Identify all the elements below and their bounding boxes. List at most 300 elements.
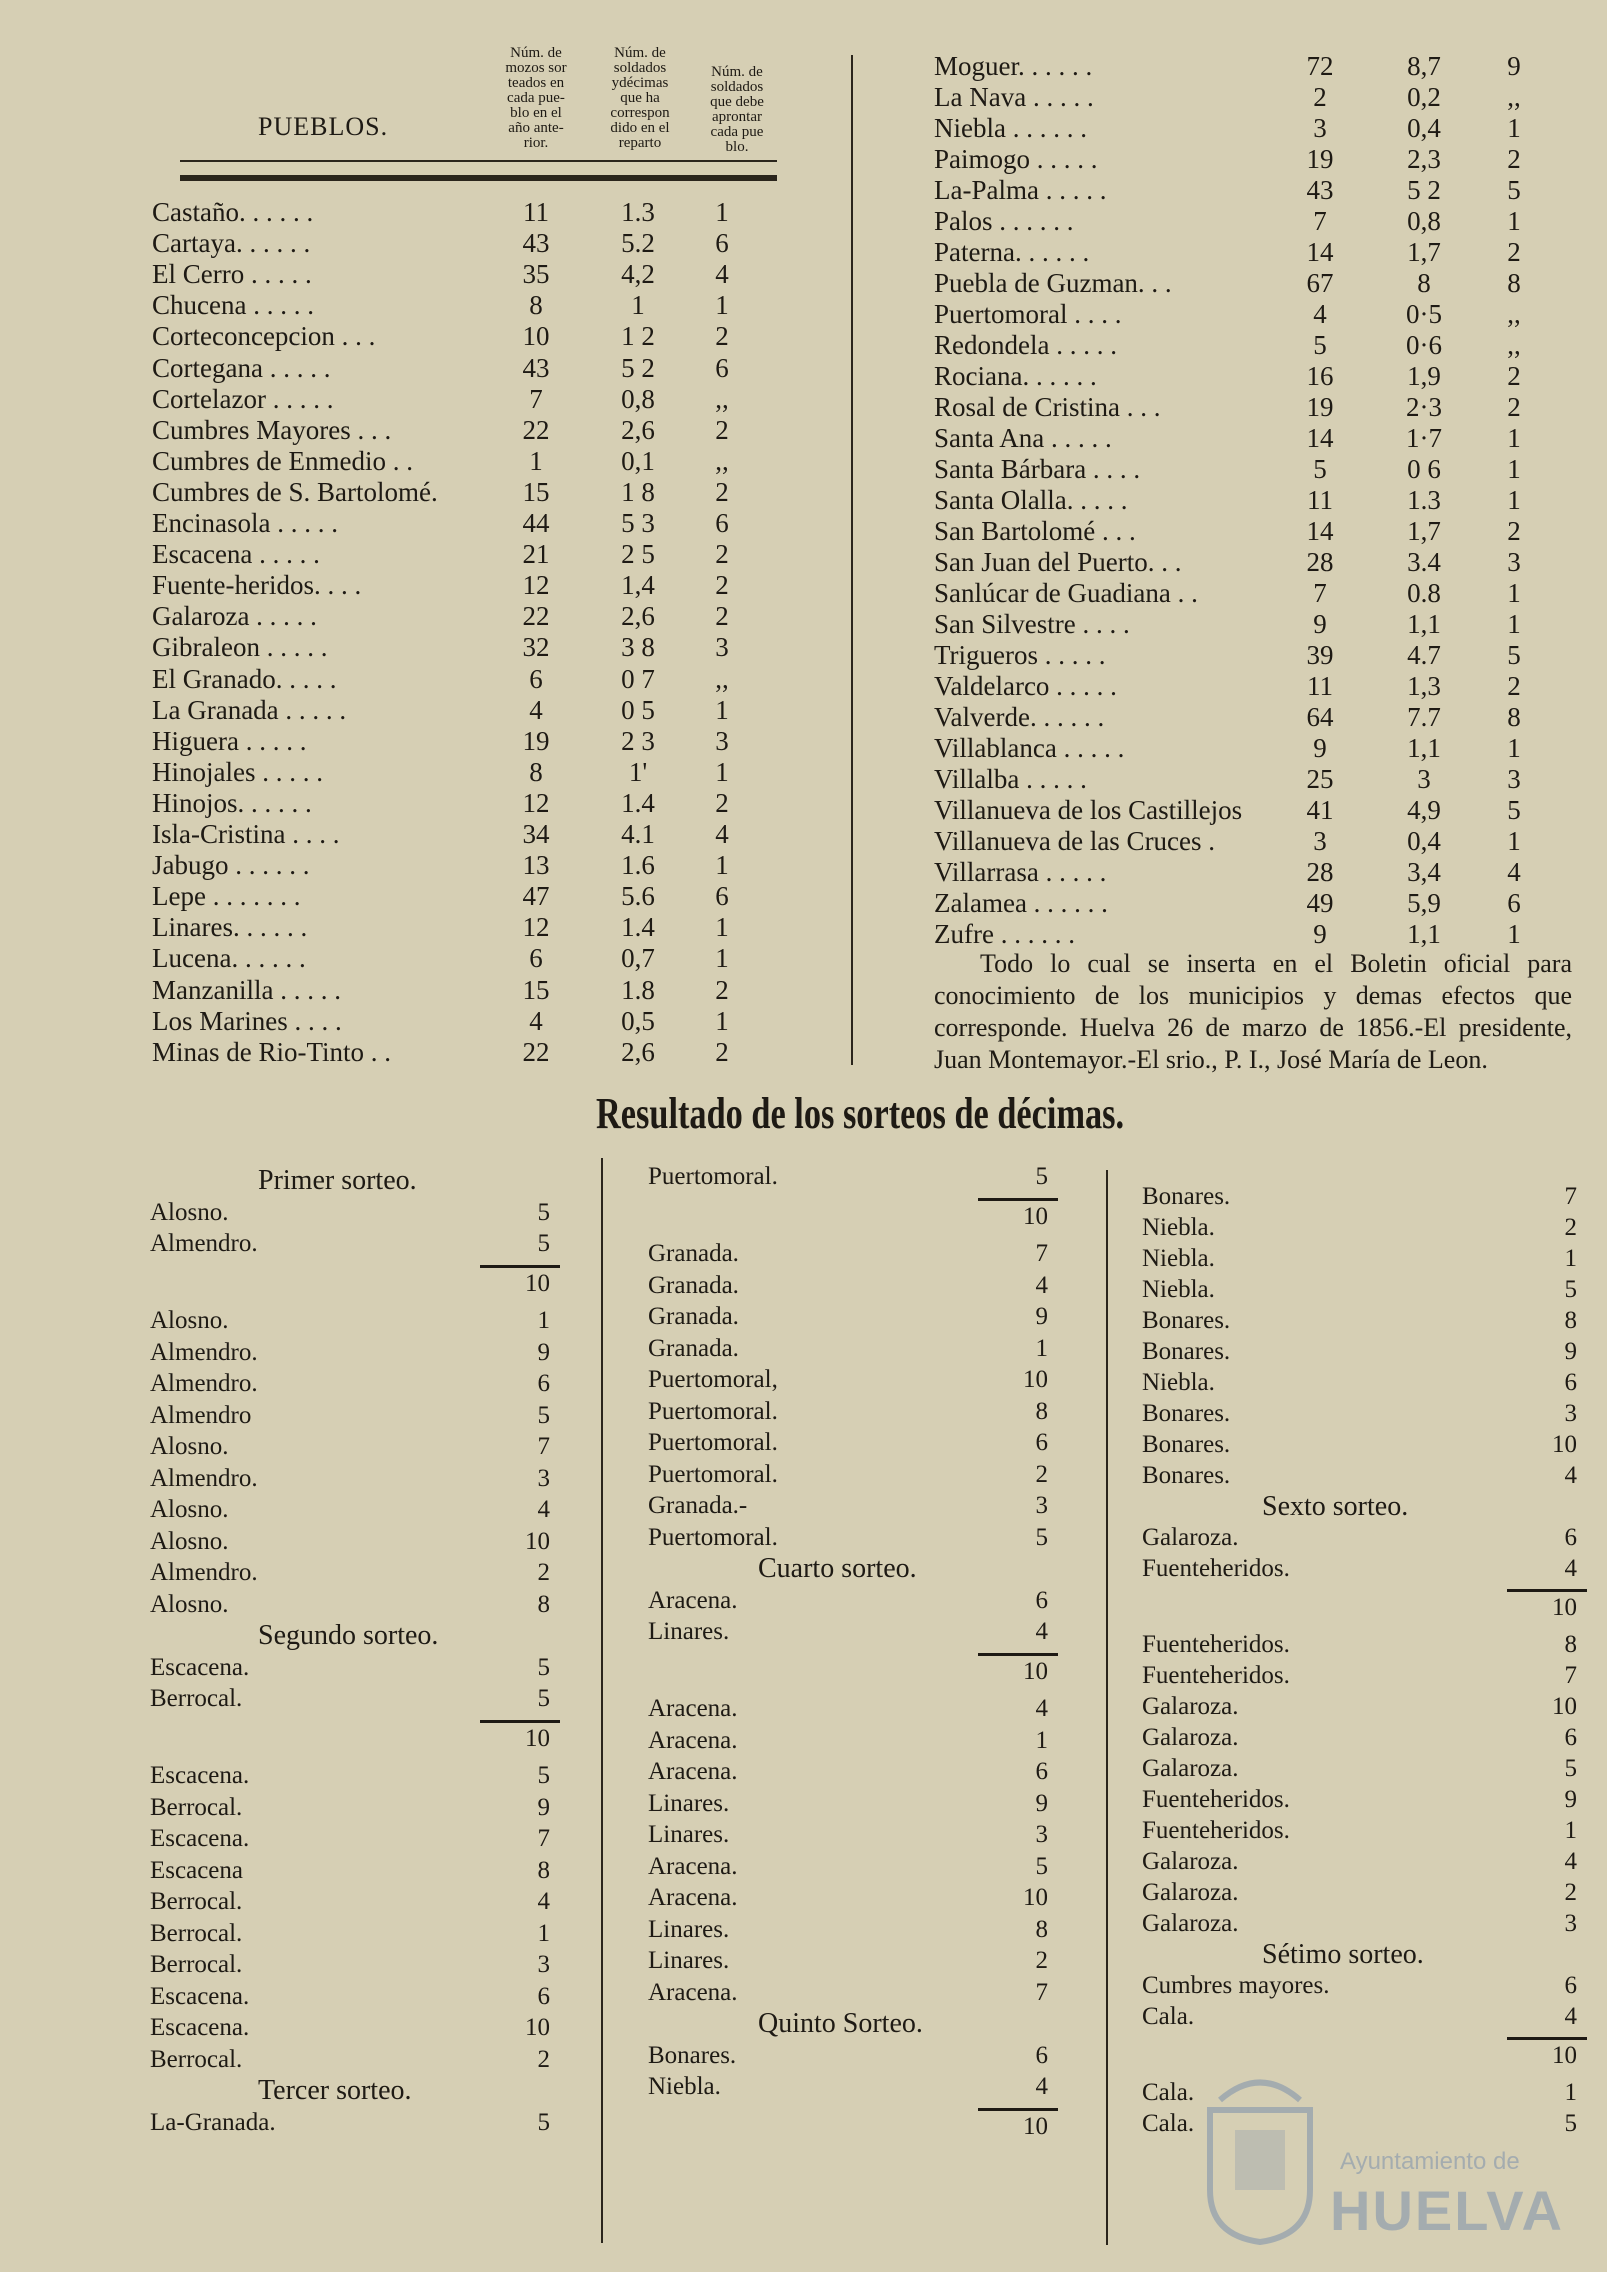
draw-town: Galaroza.	[1142, 1724, 1239, 1751]
table-row	[934, 577, 1554, 609]
soldados-aprontar: 4	[715, 819, 729, 849]
mozos-sorteados: 1	[529, 445, 543, 476]
soldados-decimas: 7.7	[1407, 702, 1441, 732]
soldados-decimas: 4.7	[1407, 640, 1441, 670]
soldados-decimas: 1'	[628, 756, 648, 787]
mozos-sorteados: 9	[1313, 733, 1327, 763]
draw-row	[1142, 1878, 1577, 1908]
draw-town: Linares.	[648, 1947, 730, 1974]
soldados-aprontar: 1	[1507, 423, 1521, 453]
soldados-aprontar: 3	[715, 725, 729, 756]
soldados-decimas: 1.3	[621, 197, 655, 227]
pueblo-name: Encinasola . . . . .	[152, 508, 338, 538]
draw-number: 4	[1035, 1271, 1048, 1299]
pueblos-header: PUEBLOS.	[258, 112, 389, 141]
sum-row	[150, 1269, 560, 1299]
soldados-decimas: 5.2	[621, 228, 655, 259]
pueblo-name: Chucena . . . . .	[152, 290, 314, 321]
draw-town: Galaroza.	[1142, 1524, 1239, 1551]
sum-row	[648, 1657, 1058, 1687]
lower-divider-1	[601, 1158, 603, 2243]
draw-town: Granada.	[648, 1303, 739, 1330]
draw-number: 4	[1035, 1618, 1048, 1645]
draw-town: Alosno.	[150, 1527, 229, 1555]
pueblo-name: Cumbres Mayores . . .	[152, 414, 392, 445]
pueblo-name: Manzanilla . . . . .	[152, 974, 341, 1005]
mozos-sorteados: 28	[1306, 857, 1334, 887]
draw-row	[150, 1950, 560, 1980]
mozos-sorteados: 4	[529, 694, 543, 725]
soldados-decimas: 1.4	[621, 787, 655, 818]
draw-town: Berrocal.	[150, 1888, 243, 1915]
soldados-aprontar: 6	[715, 508, 729, 538]
soldados-decimas: 1,3	[1407, 671, 1441, 701]
draw-row	[1142, 1723, 1577, 1753]
draw-town: Fuenteheridos.	[1142, 1631, 1290, 1658]
sum-rule	[978, 1198, 1058, 1201]
soldados-aprontar: 2	[1507, 671, 1521, 701]
soldados-decimas: 8,7	[1407, 51, 1441, 81]
table-row	[152, 818, 792, 850]
draw-row	[1142, 1785, 1577, 1815]
soldados-aprontar: 2	[715, 601, 729, 632]
draw-row	[150, 1982, 560, 2012]
soldados-aprontar: 3	[715, 632, 729, 663]
draw-town: Escacena.	[150, 1982, 250, 2010]
soldados-aprontar: 6	[715, 352, 729, 383]
draw-number: 5	[537, 1653, 550, 1681]
soldados-aprontar: 8	[1507, 268, 1521, 298]
draw-row	[648, 1726, 1058, 1756]
draw-town: Bonares.	[1142, 1462, 1231, 1489]
draw-row	[648, 1397, 1058, 1427]
pueblo-name: Cortelazor . . . . .	[152, 383, 334, 414]
pueblo-name: Hinojos. . . . . .	[152, 787, 312, 818]
soldados-decimas: 8	[1417, 268, 1431, 298]
draw-row	[150, 1432, 560, 1462]
table-row	[152, 383, 792, 415]
header-line: cada pue	[710, 124, 764, 140]
draw-number: 3	[1564, 1400, 1577, 1427]
pueblo-name: Higuera . . . . .	[152, 725, 307, 756]
mozos-sorteados: 22	[522, 1036, 550, 1067]
draw-row	[648, 2072, 1058, 2102]
draw-row	[150, 1856, 560, 1886]
table-row	[934, 267, 1554, 299]
table-row	[934, 670, 1554, 702]
draw-town: Escacena.	[150, 1762, 250, 1789]
sorteo-heading: Sétimo sorteo.	[1262, 1939, 1424, 1970]
header-mozos-sorteados	[488, 46, 584, 151]
soldados-aprontar: 1	[1507, 826, 1521, 856]
mozos-sorteados: 15	[522, 476, 550, 507]
draw-number: 1	[1564, 1245, 1577, 1272]
pueblo-name: La-Palma . . . . .	[934, 175, 1107, 205]
draw-town: Puertomoral.	[648, 1429, 778, 1456]
sum-rule	[480, 1265, 560, 1268]
mozos-sorteados: 10	[522, 321, 550, 352]
draw-row	[648, 1946, 1058, 1976]
table-row	[152, 725, 792, 757]
draw-town: Almendro	[150, 1401, 252, 1429]
draw-number: 7	[1035, 1978, 1048, 2006]
draw-town: Niebla.	[1142, 1276, 1215, 1303]
soldados-decimas: 1.8	[621, 974, 655, 1005]
pueblo-name: Palos . . . . . .	[934, 206, 1074, 236]
mozos-sorteados: 12	[522, 570, 550, 601]
sum-rule	[1507, 2037, 1587, 2040]
sum-row	[1142, 1593, 1577, 1623]
draw-row	[1142, 1244, 1577, 1274]
soldados-aprontar: 2	[1507, 392, 1521, 422]
soldados-decimas: 2·3	[1406, 392, 1442, 422]
draw-number: 1	[537, 1919, 550, 1947]
pueblo-name: Zalamea . . . . . .	[934, 888, 1108, 918]
sum-row	[1142, 2041, 1577, 2071]
mozos-sorteados: 15	[522, 974, 550, 1005]
pueblo-name: Sanlúcar de Guadiana . .	[934, 578, 1198, 608]
sum-row	[150, 1724, 560, 1754]
logo-line1: Ayuntamiento de	[1340, 2148, 1520, 2175]
pueblo-name: Villarrasa . . . . .	[934, 857, 1107, 887]
sum-total: 10	[525, 1724, 550, 1752]
draw-town: Bonares.	[1142, 1307, 1231, 1334]
pueblo-name: Villalba . . . . .	[934, 764, 1087, 794]
soldados-decimas: 5.6	[621, 881, 655, 912]
table-row	[152, 1005, 792, 1037]
soldados-decimas: 0,2	[1407, 82, 1441, 112]
mozos-sorteados: 47	[522, 881, 550, 912]
pueblo-name: Lucena. . . . . .	[152, 943, 306, 974]
mozos-sorteados: 19	[1306, 144, 1334, 174]
soldados-decimas: 3	[1417, 764, 1431, 794]
pueblo-name: Niebla . . . . . .	[934, 113, 1087, 143]
table-row	[152, 600, 792, 632]
section-title: Resultado de los sorteos de décimas.	[596, 1089, 1125, 1138]
draw-town: Niebla.	[1142, 1369, 1215, 1396]
header-line: soldados	[613, 60, 667, 76]
draw-town: Berrocal.	[150, 1919, 243, 1947]
soldados-aprontar: 1	[1507, 733, 1521, 763]
soldados-aprontar: 3	[1507, 764, 1521, 794]
draw-town: Bonares.	[1142, 1183, 1231, 1210]
sorteo-heading: Segundo sorteo.	[258, 1620, 439, 1651]
soldados-decimas: 3,4	[1407, 857, 1441, 887]
draw-number: 5	[537, 2108, 550, 2136]
pueblo-name: La Nava . . . . .	[934, 82, 1094, 112]
draw-row	[648, 1978, 1058, 2008]
table-row	[934, 298, 1554, 330]
mozos-sorteados: 4	[529, 1005, 543, 1036]
soldados-aprontar: 1	[1507, 113, 1521, 143]
mozos-sorteados: 8	[529, 290, 543, 321]
soldados-aprontar: 6	[1507, 888, 1521, 918]
header-line: reparto	[618, 135, 662, 151]
draw-town: Fuenteheridos.	[1142, 1786, 1290, 1813]
draw-number: 6	[1035, 2041, 1048, 2069]
header-line: blo.	[725, 139, 749, 155]
header-line: correspon	[610, 105, 670, 121]
pueblo-name: Santa Bárbara . . . .	[934, 454, 1141, 484]
soldados-decimas: 1·7	[1406, 423, 1442, 453]
soldados-aprontar: 2	[715, 321, 729, 352]
soldados-decimas: 3 8	[621, 632, 655, 663]
draw-number: 4	[1035, 2073, 1048, 2100]
draw-number: 4	[1564, 1848, 1577, 1875]
draw-number: 5	[537, 1230, 550, 1257]
pueblo-name: Linares. . . . . .	[152, 912, 308, 943]
draw-row	[1142, 1971, 1577, 2001]
draw-town: Galaroza.	[1142, 1755, 1239, 1782]
soldados-decimas: 2 5	[621, 539, 655, 570]
draw-row	[150, 1919, 560, 1949]
pueblo-name: Cartaya. . . . . .	[152, 228, 311, 259]
draw-number: 4	[1564, 1555, 1577, 1582]
draw-number: 4	[1035, 1695, 1048, 1722]
draw-town: Berrocal.	[150, 1793, 243, 1821]
soldados-aprontar: ,,	[715, 383, 729, 414]
soldados-decimas: 2,6	[621, 1036, 655, 1067]
draw-column-1	[150, 1166, 560, 2256]
draw-town: Alosno.	[150, 1433, 229, 1460]
draw-row	[1142, 1661, 1577, 1691]
pueblo-name: Hinojales . . . . .	[152, 756, 323, 787]
soldados-aprontar: ,,	[715, 663, 729, 694]
draw-number: 6	[1564, 1369, 1577, 1396]
pueblo-name: Puebla de Guzman. . .	[934, 268, 1172, 298]
soldados-aprontar: 1	[1507, 919, 1521, 949]
pueblo-name: Lepe . . . . . . .	[152, 881, 301, 912]
draw-number: 8	[1564, 1631, 1577, 1658]
draw-town: Escacena.	[150, 2014, 250, 2041]
draw-row	[150, 1887, 560, 1917]
mozos-sorteados: 5	[1313, 454, 1327, 484]
table-row	[934, 391, 1554, 423]
mozos-sorteados: 19	[1306, 392, 1334, 422]
draw-number: 6	[537, 1370, 550, 1397]
draw-number: 8	[1035, 1397, 1048, 1425]
soldados-decimas: 0 6	[1407, 454, 1441, 484]
sum-rule	[480, 1720, 560, 1723]
pueblo-name: Trigueros . . . . .	[934, 640, 1106, 670]
header-line: soldados	[710, 79, 764, 95]
draw-row	[1142, 1692, 1577, 1722]
draw-row	[1142, 1909, 1577, 1939]
table-row	[934, 608, 1554, 640]
draw-row	[150, 1590, 560, 1620]
mozos-sorteados: 11	[523, 197, 549, 227]
table-row	[934, 484, 1554, 516]
table-row	[152, 507, 792, 539]
soldados-decimas: 0,5	[621, 1005, 655, 1036]
draw-town: Alosno.	[150, 1590, 229, 1618]
soldados-decimas: 0,8	[1407, 206, 1441, 236]
draw-town: Granada.	[648, 1334, 739, 1362]
draw-row	[648, 1852, 1058, 1882]
soldados-decimas: 2,3	[1407, 144, 1441, 174]
mozos-sorteados: 9	[1313, 919, 1327, 949]
mozos-sorteados: 14	[1306, 423, 1334, 453]
mozos-sorteados: 22	[522, 414, 550, 445]
draw-number: 7	[1564, 1183, 1577, 1210]
draw-row	[150, 1527, 560, 1557]
logo-line2: HUELVA	[1330, 2179, 1564, 2242]
table-row	[934, 112, 1554, 144]
draw-town: Cala.	[1142, 2079, 1195, 2106]
mozos-sorteados: 49	[1306, 888, 1334, 918]
soldados-aprontar: ,,	[1507, 299, 1521, 329]
soldados-decimas: 1,7	[1407, 516, 1441, 546]
draw-number: 5	[537, 1685, 550, 1712]
pueblo-name: Puertomoral . . . .	[934, 299, 1122, 329]
pueblo-name: Valverde. . . . . .	[934, 702, 1105, 732]
soldados-aprontar: 2	[1507, 516, 1521, 546]
draw-town: Berrocal.	[150, 2045, 243, 2073]
soldados-aprontar: 2	[715, 787, 729, 818]
draw-number: 7	[1035, 1240, 1048, 1267]
mozos-sorteados: 43	[1306, 175, 1334, 205]
sum-rule	[978, 1653, 1058, 1656]
mozos-sorteados: 7	[1313, 206, 1327, 236]
pueblo-name: Villanueva de los Castillejos	[934, 795, 1243, 825]
header-line: Núm. de	[711, 64, 763, 80]
mozos-sorteados: 8	[529, 756, 543, 787]
draw-number: 4	[537, 1496, 550, 1523]
draw-row	[648, 1239, 1058, 1269]
draw-number: 6	[1564, 1972, 1577, 1999]
pueblo-name: Cortegana . . . . .	[152, 352, 331, 383]
draw-town: Cala.	[1142, 2110, 1195, 2137]
soldados-aprontar: 2	[715, 539, 729, 570]
draw-number: 6	[537, 1982, 550, 2010]
draw-town: Alosno.	[150, 1496, 229, 1523]
sorteo-heading: Sexto sorteo.	[1262, 1491, 1409, 1522]
soldados-decimas: 1,1	[1407, 609, 1441, 639]
draw-town: Fuenteheridos.	[1142, 1555, 1290, 1582]
pueblo-name: La Granada . . . . .	[152, 694, 347, 725]
soldados-aprontar: 2	[715, 414, 729, 445]
draw-row	[150, 1401, 560, 1431]
draw-row	[1142, 1754, 1577, 1784]
table-row	[152, 942, 792, 974]
soldados-aprontar: ,,	[1507, 82, 1521, 112]
soldados-aprontar: 2	[715, 1036, 729, 1067]
draw-town: Alosno.	[150, 1307, 229, 1334]
pueblo-name: Escacena . . . . .	[152, 539, 320, 570]
pueblo-name: Castaño. . . . . .	[152, 197, 314, 227]
table-row	[934, 701, 1554, 733]
soldados-decimas: 5 2	[1407, 175, 1441, 205]
draw-row	[150, 1369, 560, 1399]
draw-town: Aracena.	[648, 1695, 738, 1722]
soldados-decimas: 1.3	[1407, 485, 1441, 515]
table-row	[934, 794, 1554, 826]
draw-town: Berrocal.	[150, 1685, 243, 1712]
table-row	[934, 639, 1554, 671]
draw-town: Bonares.	[1142, 1400, 1231, 1427]
mozos-sorteados: 7	[1313, 578, 1327, 608]
draw-town: Alosno.	[150, 1198, 229, 1226]
soldados-aprontar: 2	[1507, 144, 1521, 174]
mozos-sorteados: 19	[522, 725, 550, 756]
draw-row	[648, 1789, 1058, 1819]
soldados-aprontar: ,,	[1507, 330, 1521, 360]
header-line: blo en el	[510, 105, 562, 121]
draw-row	[648, 1302, 1058, 1332]
soldados-aprontar: 6	[715, 228, 729, 259]
soldados-decimas: 0,1	[621, 445, 655, 476]
draw-row	[1142, 1306, 1577, 1336]
table-row	[152, 974, 792, 1006]
draw-town: Granada.	[648, 1240, 739, 1267]
mozos-sorteados: 6	[529, 943, 543, 974]
mozos-sorteados: 44	[522, 508, 550, 538]
header-line: cada pue-	[507, 90, 565, 106]
draw-town: Granada.-	[648, 1492, 748, 1519]
pueblo-name: Paimogo . . . . .	[934, 144, 1098, 174]
table-row	[934, 825, 1554, 857]
draw-number: 1	[1035, 1334, 1048, 1362]
draw-row	[150, 1338, 560, 1368]
header-rule-thick	[180, 175, 777, 181]
draw-row	[1142, 2002, 1577, 2032]
mozos-sorteados: 6	[529, 663, 543, 694]
draw-number: 4	[1564, 2003, 1577, 2030]
draw-town: Galaroza.	[1142, 1693, 1239, 1720]
soldados-decimas: 1	[631, 290, 645, 321]
draw-town: Cala.	[1142, 2003, 1195, 2030]
pueblo-name: Cumbres de S. Bartolomé.	[152, 476, 438, 507]
draw-town: Puertomoral.	[648, 1397, 778, 1425]
soldados-aprontar: 9	[1507, 51, 1521, 81]
sum-rule	[1507, 1589, 1587, 1592]
table-row	[152, 849, 792, 881]
soldados-decimas: 2 3	[621, 725, 655, 756]
ayuntamiento-logo	[1200, 2070, 1580, 2250]
soldados-aprontar: 2	[1507, 361, 1521, 391]
draw-row	[1142, 1368, 1577, 1398]
draw-number: 9	[1035, 1303, 1048, 1330]
draw-number: 9	[1564, 1338, 1577, 1365]
header-line: dido en el	[610, 120, 670, 136]
draw-number: 5	[537, 1401, 550, 1429]
table-row	[934, 360, 1554, 392]
mozos-sorteados: 67	[1306, 268, 1334, 298]
soldados-aprontar: ,,	[715, 445, 729, 476]
pueblo-name: Valdelarco . . . . .	[934, 671, 1117, 701]
draw-number: 2	[1564, 1214, 1577, 1241]
draw-number: 3	[1564, 1910, 1577, 1937]
draw-number: 5	[1564, 1276, 1577, 1303]
header-line: año ante-	[508, 120, 564, 136]
mozos-sorteados: 64	[1306, 702, 1334, 732]
draw-number: 1	[1564, 1817, 1577, 1844]
draw-town: Berrocal.	[150, 1951, 243, 1978]
mozos-sorteados: 32	[522, 632, 550, 663]
table-row	[934, 174, 1554, 206]
draw-number: 2	[1035, 1947, 1048, 1974]
soldados-decimas: 1,4	[621, 570, 655, 601]
table-row	[934, 887, 1554, 919]
draw-row	[150, 1558, 560, 1588]
draw-town: Almendro.	[150, 1230, 258, 1257]
draw-row	[150, 2013, 560, 2043]
soldados-decimas: 5 2	[621, 352, 655, 383]
soldados-aprontar: 1	[715, 694, 729, 725]
pueblo-name: Villablanca . . . . .	[934, 733, 1125, 763]
soldados-aprontar: 1	[715, 290, 729, 321]
draw-number: 7	[537, 1433, 550, 1460]
